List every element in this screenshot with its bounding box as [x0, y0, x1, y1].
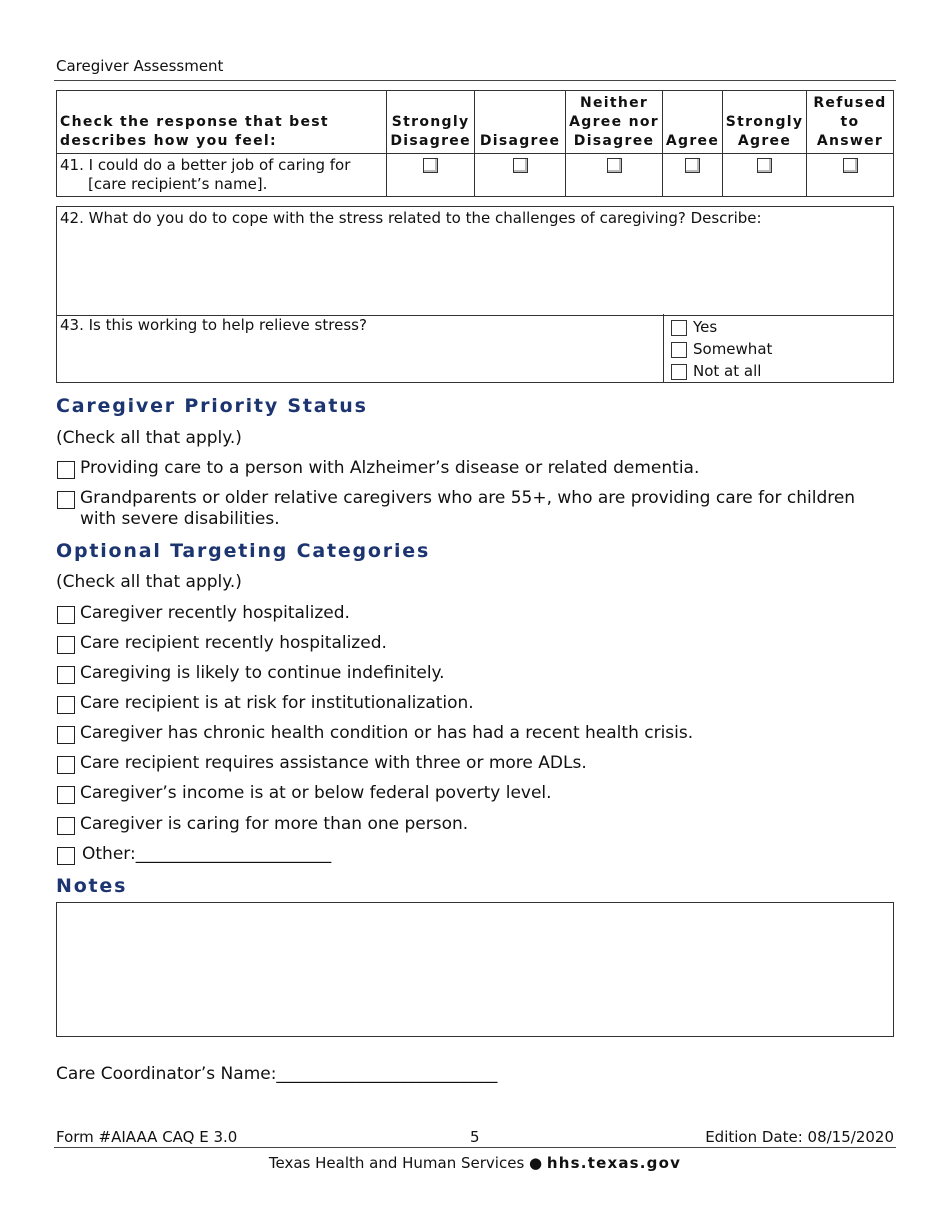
targeting-checkbox[interactable] [57, 756, 75, 774]
q43-yes-checkbox[interactable] [671, 320, 687, 336]
targeting-item: Caregiving is likely to continue indefinitely. [56, 663, 445, 684]
targeting-item: Caregiver’s income is at or below federal poverty level. [56, 783, 552, 804]
footer-org-name: Texas Health and Human Services [268, 1154, 525, 1172]
likert-prompt: Check the response that best describes how you feel: [57, 91, 387, 154]
targeting-item: Caregiver has chronic health condition or has had a recent health crisis. [56, 723, 693, 744]
targeting-item: Care recipient is at risk for institutionalization. [56, 693, 474, 714]
targeting-item: Caregiver is caring for more than one person. [56, 814, 468, 835]
targeting-item: Care recipient requires assistance with three or more ADLs. [56, 753, 587, 774]
priority-item: Grandparents or older relative caregivers who are 55+, who are providing care for children with severe disabilities. [56, 488, 886, 530]
page-header: Caregiver Assessment [56, 57, 224, 75]
footer-organization [0, 1154, 950, 1172]
targeting-other-field[interactable]: Other:_______________________ [82, 844, 332, 864]
targeting-checkbox[interactable] [57, 636, 75, 654]
targeting-checkbox[interactable] [57, 786, 75, 804]
question-41-row [57, 154, 894, 197]
q43-somewhat-label: Somewhat [693, 340, 773, 358]
likert-table [56, 90, 894, 197]
col-strongly-disagree: Strongly Disagree [387, 91, 475, 154]
question-43-block [56, 314, 894, 383]
footer-page-number: 5 [470, 1128, 480, 1146]
col-disagree: Disagree [475, 91, 566, 154]
q41-refused-checkbox[interactable] [843, 158, 858, 173]
q41-disagree-checkbox[interactable] [513, 158, 528, 173]
footer-divider [54, 1147, 896, 1148]
q43-yes-label: Yes [693, 318, 718, 336]
bullet-icon: ● [529, 1154, 543, 1172]
col-strongly-agree: Strongly Agree [723, 91, 807, 154]
q41-strongly-disagree-checkbox[interactable] [423, 158, 438, 173]
question-42-text: 42. What do you do to cope with the stress related to the challenges of caregiving? Describe: [60, 209, 762, 227]
notes-input-box[interactable] [56, 902, 894, 1037]
priority-item: Providing care to a person with Alzheimer’s disease or related dementia. [56, 458, 896, 479]
footer-edition-date: Edition Date: 08/15/2020 [705, 1128, 894, 1146]
priority-heading: Caregiver Priority Status [56, 395, 368, 417]
q41-agree-checkbox[interactable] [685, 158, 700, 173]
targeting-checkbox[interactable] [57, 696, 75, 714]
targeting-checkbox[interactable] [57, 666, 75, 684]
question-43-divider [663, 314, 664, 382]
likert-header-row [57, 91, 894, 154]
targeting-item: Care recipient recently hospitalized. [56, 633, 387, 654]
q41-strongly-agree-checkbox[interactable] [757, 158, 772, 173]
question-43-options [671, 316, 772, 382]
col-agree: Agree [663, 91, 723, 154]
q43-somewhat-checkbox[interactable] [671, 342, 687, 358]
q43-not-at-all-checkbox[interactable] [671, 364, 687, 380]
priority-alzheimers-checkbox[interactable] [57, 461, 75, 479]
notes-heading: Notes [56, 875, 128, 897]
priority-grandparents-checkbox[interactable] [57, 491, 75, 509]
targeting-other-checkbox[interactable] [57, 847, 75, 865]
q43-not-at-all-label: Not at all [693, 362, 762, 380]
col-neither: Neither Agree nor Disagree [566, 91, 663, 154]
footer-form-number: Form #AIAAA CAQ E 3.0 [56, 1128, 238, 1146]
question-43-text: 43. Is this working to help relieve stress? [60, 316, 367, 334]
targeting-instruction: (Check all that apply.) [56, 572, 242, 592]
question-41-text: 41. I could do a better job of caring for [care recipient’s name]. [57, 154, 387, 197]
priority-instruction: (Check all that apply.) [56, 428, 242, 448]
question-42-answer-box[interactable] [56, 206, 894, 316]
q41-neither-checkbox[interactable] [607, 158, 622, 173]
targeting-heading: Optional Targeting Categories [56, 540, 431, 562]
care-coordinator-name-field[interactable]: Care Coordinator’s Name:__________________________ [56, 1064, 498, 1084]
targeting-checkbox[interactable] [57, 817, 75, 835]
header-divider [54, 80, 896, 81]
targeting-checkbox[interactable] [57, 726, 75, 744]
targeting-other [56, 844, 331, 865]
col-refused: Refused to Answer [807, 91, 894, 154]
targeting-checkbox[interactable] [57, 606, 75, 624]
targeting-item: Caregiver recently hospitalized. [56, 603, 350, 624]
footer-website-link[interactable]: hhs.texas.gov [546, 1154, 682, 1172]
